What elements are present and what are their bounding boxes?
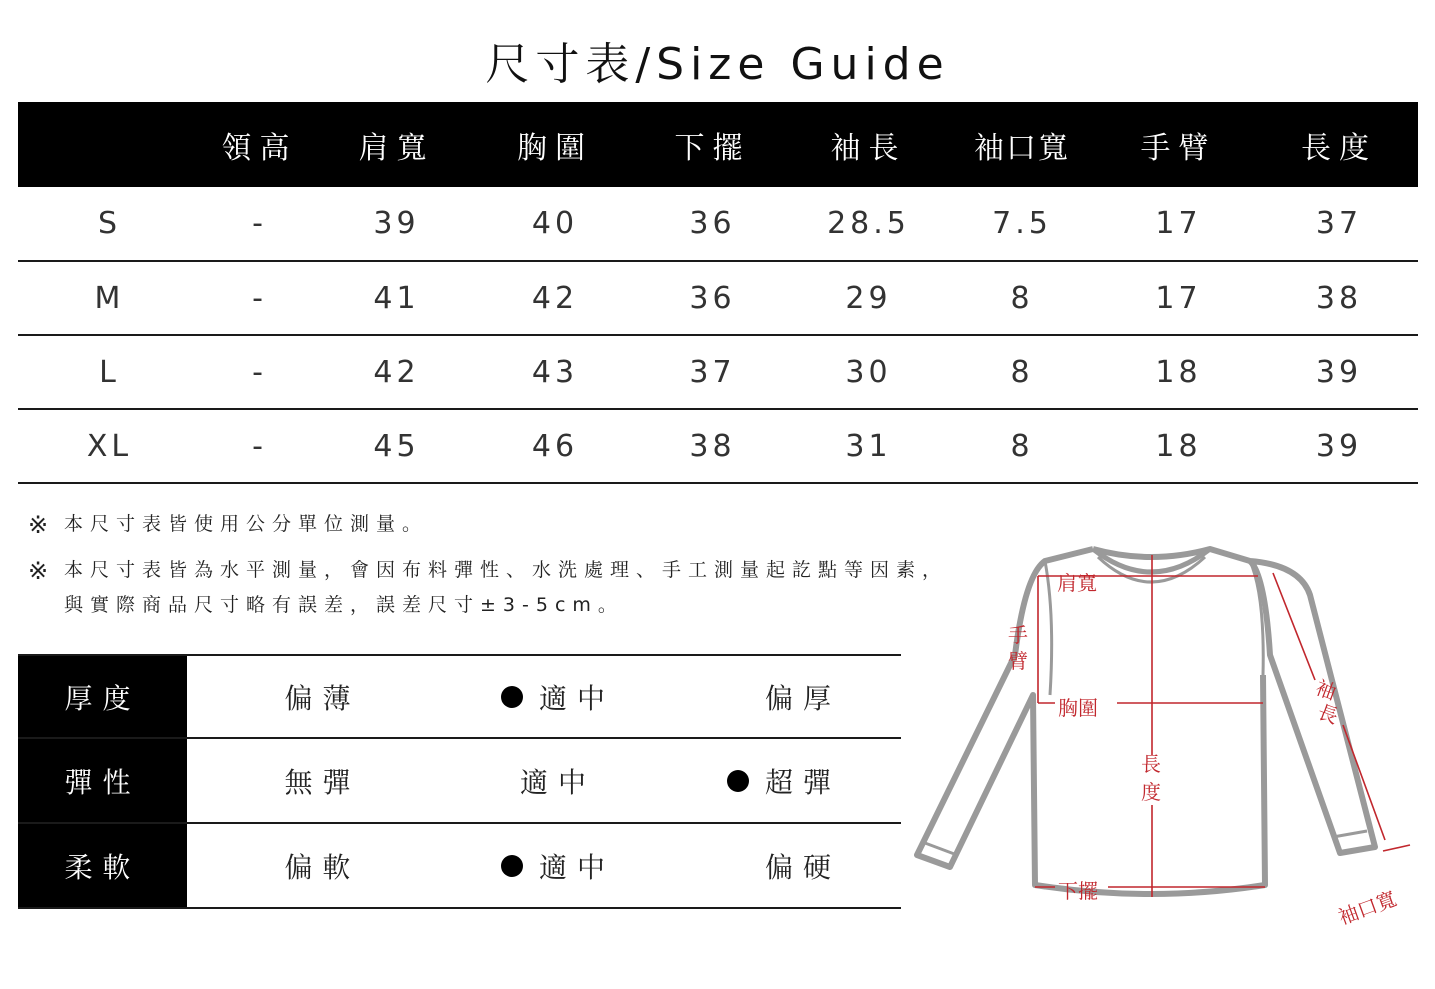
size-value: - <box>252 206 267 241</box>
size-value: 31 <box>845 428 892 464</box>
size-value: 36 <box>689 206 736 241</box>
size-value: 8 <box>1010 280 1034 316</box>
shirt-diagram-svg <box>905 535 1425 935</box>
attribute-option-text: 偏厚 <box>764 681 841 715</box>
attribute-option-text: 無彈 <box>284 765 361 799</box>
size-value: 37 <box>689 354 736 390</box>
size-value: 38 <box>689 428 736 464</box>
attribute-label: 厚度 <box>18 656 187 737</box>
size-value: 43 <box>531 354 579 390</box>
attribute-option <box>438 824 678 907</box>
attribute-option-text: 適中 <box>519 765 596 799</box>
attribute-row <box>18 739 901 824</box>
attribute-option <box>187 739 438 822</box>
size-row <box>18 410 1418 484</box>
size-table-body <box>18 187 1418 484</box>
sleeve-length-label-1: 袖 <box>1312 675 1340 705</box>
size-row <box>18 262 1418 336</box>
header-cell: 長度 <box>1301 130 1377 166</box>
attribute-option-text: 適中 <box>538 681 615 715</box>
header-cell: 下擺 <box>674 130 751 166</box>
size-value: 45 <box>373 428 420 464</box>
shoulder-width-label: 肩寬 <box>1057 571 1097 595</box>
note-2-text-line2: 與實際商品尺寸略有誤差，誤差尺寸±3-5cm。 <box>64 593 624 616</box>
garment-measurement-diagram <box>905 535 1425 935</box>
length-label-2: 度 <box>1141 780 1161 804</box>
attribute-option-text: 偏硬 <box>764 850 841 884</box>
note-2 <box>28 553 948 622</box>
header-cell: 領高 <box>221 130 298 166</box>
selected-dot-icon <box>501 686 523 708</box>
attribute-option-text: 超彈 <box>764 765 841 799</box>
size-value: - <box>252 354 267 390</box>
size-label: XL <box>86 428 133 464</box>
note-2-text-line1: 本尺寸表皆為水平測量，會因布料彈性、水洗處理、手工測量起訖點等因素， <box>64 559 949 581</box>
measurement-lines <box>1035 555 1410 897</box>
size-value: 17 <box>1155 206 1202 241</box>
attribute-option <box>187 656 438 737</box>
attribute-option <box>678 656 901 737</box>
header-cell: 肩寬 <box>358 130 435 166</box>
chest-label: 胸圍 <box>1058 696 1098 720</box>
selected-dot-icon <box>501 855 523 877</box>
arm-label-2: 臂 <box>1008 649 1028 673</box>
size-value: 28.5 <box>827 206 910 241</box>
size-value: 37 <box>1315 206 1363 241</box>
size-value: 38 <box>1315 280 1363 316</box>
arm-label-1: 手 <box>1008 623 1028 647</box>
attribute-row <box>18 654 901 739</box>
size-row <box>18 336 1418 410</box>
size-value: - <box>252 428 267 464</box>
size-value: 18 <box>1155 354 1202 390</box>
attribute-option <box>187 824 438 907</box>
attribute-option <box>438 656 678 737</box>
sleeve-length-label-2: 長 <box>1314 699 1342 729</box>
size-label: S <box>97 206 122 241</box>
size-label: M <box>94 280 125 316</box>
size-value: 29 <box>845 280 892 316</box>
reference-mark: ※ <box>28 556 56 585</box>
note-1 <box>28 507 428 542</box>
attribute-option-text: 偏薄 <box>284 681 361 715</box>
attribute-row <box>18 824 901 909</box>
size-value: 39 <box>1315 354 1363 390</box>
header-cell: 手臂 <box>1140 130 1217 166</box>
attribute-label: 彈性 <box>18 739 187 822</box>
size-value: 36 <box>689 280 736 316</box>
cuff-width-label: 袖口寬 <box>1335 886 1400 930</box>
attribute-option-text: 偏軟 <box>284 850 361 884</box>
size-value: - <box>252 280 267 316</box>
size-label: L <box>99 354 120 390</box>
size-value: 42 <box>373 354 420 390</box>
page-title: 尺寸表/Size Guide <box>485 39 950 90</box>
size-value: 7.5 <box>992 206 1052 241</box>
size-value: 8 <box>1010 354 1034 390</box>
attribute-option <box>438 739 678 822</box>
size-row <box>18 187 1418 262</box>
size-value: 39 <box>1315 428 1363 464</box>
reference-mark: ※ <box>28 510 56 539</box>
size-value: 46 <box>531 428 579 464</box>
attribute-option <box>678 739 901 822</box>
size-value: 41 <box>373 280 420 316</box>
size-table <box>18 102 1418 484</box>
header-cell: 胸圍 <box>517 130 593 166</box>
long-sleeve-shirt-outline <box>917 549 1375 894</box>
fabric-attribute-table <box>18 654 901 909</box>
size-value: 8 <box>1010 428 1034 464</box>
size-value: 17 <box>1155 280 1202 316</box>
header-cell: 袖長 <box>830 130 907 166</box>
attribute-option-text: 適中 <box>538 850 615 884</box>
length-label-1: 長 <box>1141 752 1161 776</box>
size-value: 30 <box>845 354 892 390</box>
hem-label: 下擺 <box>1058 879 1098 903</box>
selected-dot-icon <box>727 770 749 792</box>
note-1-text: 本尺寸表皆使用公分單位測量。 <box>64 513 429 535</box>
size-table-header <box>18 102 1418 187</box>
size-value: 40 <box>531 206 579 241</box>
attribute-label: 柔軟 <box>18 824 187 907</box>
attribute-option <box>678 824 901 907</box>
size-value: 42 <box>531 280 579 316</box>
header-cell: 袖口寬 <box>974 130 1070 166</box>
size-value: 39 <box>373 206 420 241</box>
size-value: 18 <box>1155 428 1202 464</box>
